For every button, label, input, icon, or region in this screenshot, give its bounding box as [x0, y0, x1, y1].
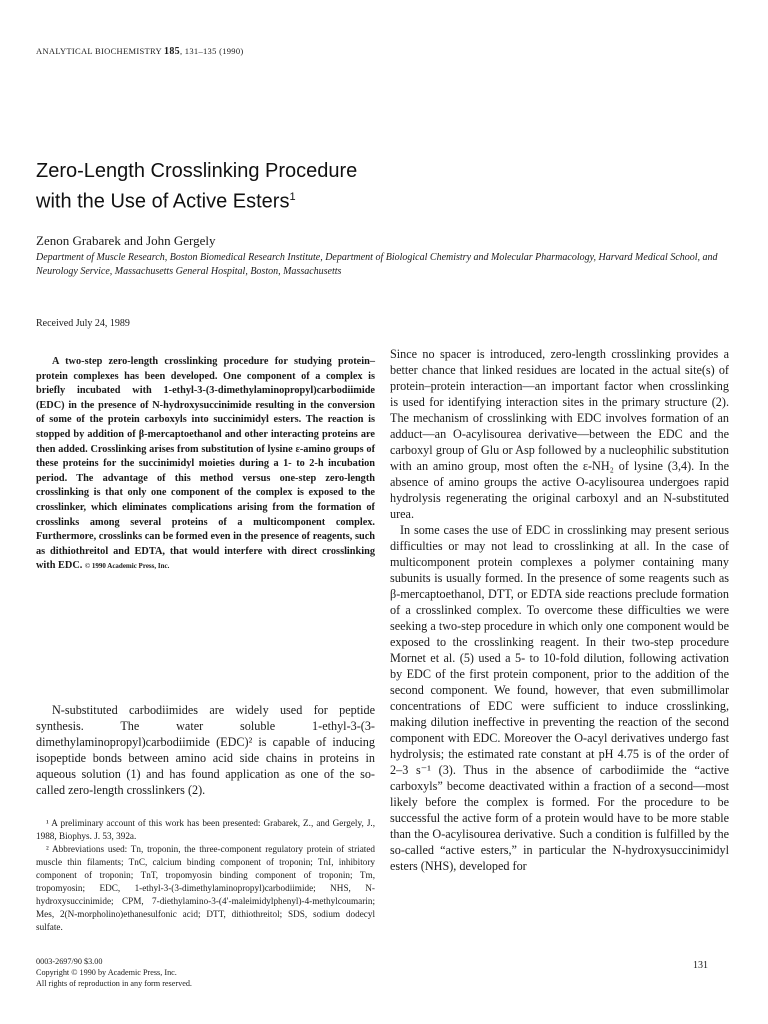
body-left-column [36, 702, 375, 798]
affiliation: Department of Muscle Research, Boston Biomedical Research Institute, Department of Biological Chemistry and Molecular Pharmacology, Harvard Medical School, and Neurology Service, Massachusetts General Hospital, Boston, Massachusetts [36, 252, 718, 277]
footnotes [36, 817, 375, 934]
right-paragraph-1: Since no spacer is introduced, zero-length crosslinking provides a better chance that linked residues are located in the actual site(s) of protein–protein interaction—an important factor when crosslinking is used for identifying interaction sites in the primary structure (2). The mechanism of crosslinking with EDC involves formation of an adduct—an O-acylisourea derivative—between the EDC and the carboxyl group of Glu or Asp followed by a nucleophilic substitution with an amino group, most often the ε-NH₂ of lysine (3,4). In the absence of amino groups the active O-acylisourea undergoes rapid hydrolysis regenerating the original carboxyl and an N-substituted urea. [390, 347, 729, 521]
journal-name: ANALYTICAL BIOCHEMISTRY [36, 46, 162, 56]
title-line-2-text: with the Use of Active Esters [36, 190, 290, 213]
running-header [36, 46, 244, 57]
abstract-text: A two-step zero-length crosslinking procedure for studying protein–protein complexes has been developed. One component of a complex is briefly incubated with 1-ethyl-3-(3-dimethylaminopropyl)carbodiimide (EDC) in the presence of N-hydroxysuccinimide resulting in the conversion of some of the protein carboxyls into succinimidyl esters. The reaction is stopped by addition of β-mercaptoethanol and other interacting proteins are then added. Crosslinking arises from substitution of lysine ε-amino groups of these proteins for the succinimidyl moieties during a 1- to 2-h incubation period. The advantage of this method versus one-step zero-length crosslinking is that only one component of the complex is exposed to the crosslinker, which eliminates complications arising from the formation of crosslinks among several proteins of a multicomponent complex. Furthermore, crosslinks can be formed even in the presence of reagents, such as dithiothreitol and EDTA, that would interfere with direct crosslinking with EDC. [36, 356, 375, 572]
footer-rights: All rights of reproduction in any form reserved. [36, 979, 192, 988]
abstract-copyright: © 1990 Academic Press, Inc. [84, 562, 170, 571]
abstract [36, 355, 375, 574]
footnote-1: ¹ A preliminary account of this work has been presented: Grabarek, Z., and Gergely, J., 1988, Biophys. J. 53, 392a. [36, 818, 375, 841]
footer-copyright: Copyright © 1990 by Academic Press, Inc. [36, 968, 177, 977]
footer-code: 0003-2697/90 $3.00 [36, 957, 103, 966]
body-right-column [390, 346, 729, 874]
footnote-2: ² Abbreviations used: Tn, troponin, the three-component regulatory protein of striated muscle thin filaments; TnC, calcium binding component of troponin; TnI, inhibitory component of troponin; TnT, tropomyosin binding component of troponin; Tm, tropomyosin; EDC, 1-ethyl-3-(3-dimethylaminopropyl)carbodiimide; NHS, N-hydroxysuccinimide; CPM, 7-diethylamino-3-(4′-maleimidylphenyl)-4-methylcoumarin; Mes, 2(N-morpholino)ethanesulfonic acid; DTT, dithiothreitol; SDS, sodium dodecyl sulfate. [36, 844, 375, 932]
right-paragraph-2: In some cases the use of EDC in crosslinking may present serious difficulties or may not lead to crosslinking at all. In the case of multicomponent protein complexes a polymer containing many subunits is usually formed. In the presence of some reagents such as β-mercaptoethanol, DTT, or EDTA side reactions preclude formation of a crosslinked complex. To overcome these difficulties we were seeking a two-step procedure in which only one component would be exposed to the crosslinking reagent. In their two-step procedure Mornet et al. (5) used a 5- to 10-fold dilution, following activation by EDC of the first protein component, prior to the addition of the second component. We found, however, that even submillimolar concentrations of EDC were sufficient to induce crosslinking, making dilution ineffective in preventing the reaction of the second component with EDC. Moreover the O-acyl derivatives undergo fast hydrolysis; the estimated rate constant at pH 4.75 is of the order of 2–3 s⁻¹ (3). Thus in the absence of carbodiimide the “active carboxyls” become deactivated within a fraction of a second—most likely before the complex is formed. For the procedure to be successful the active form of a protein would have to be more stable than the O-acylisourea derivative. Such a condition is fulfilled by the so-called “active esters,” in particular the N-hydroxysuccinimidyl esters (NHS), developed for [390, 523, 729, 873]
title-line-2 [36, 184, 656, 215]
volume-number: 185 [164, 46, 180, 57]
title-footnote-mark: 1 [289, 191, 296, 203]
title-line-1: Zero-Length Crosslinking Procedure [36, 160, 358, 182]
page-number: 131 [693, 960, 708, 971]
article-title [36, 158, 656, 215]
received-date: Received July 24, 1989 [36, 318, 130, 329]
copyright-footer [36, 956, 192, 989]
pages-year: , 131–135 (1990) [179, 46, 244, 56]
authors: Zenon Grabarek and John Gergely [36, 233, 216, 248]
intro-paragraph: N-substituted carbodiimides are widely used for peptide synthesis. The water soluble 1-ethyl-3-(3-dimethylaminopropyl)carbodiimide (EDC)² is capable of inducing isopeptide bonds between amino acid side chains in proteins in aqueous solution (1) and has found application as one of the so-called zero-length crosslinkers (2). [36, 703, 375, 797]
